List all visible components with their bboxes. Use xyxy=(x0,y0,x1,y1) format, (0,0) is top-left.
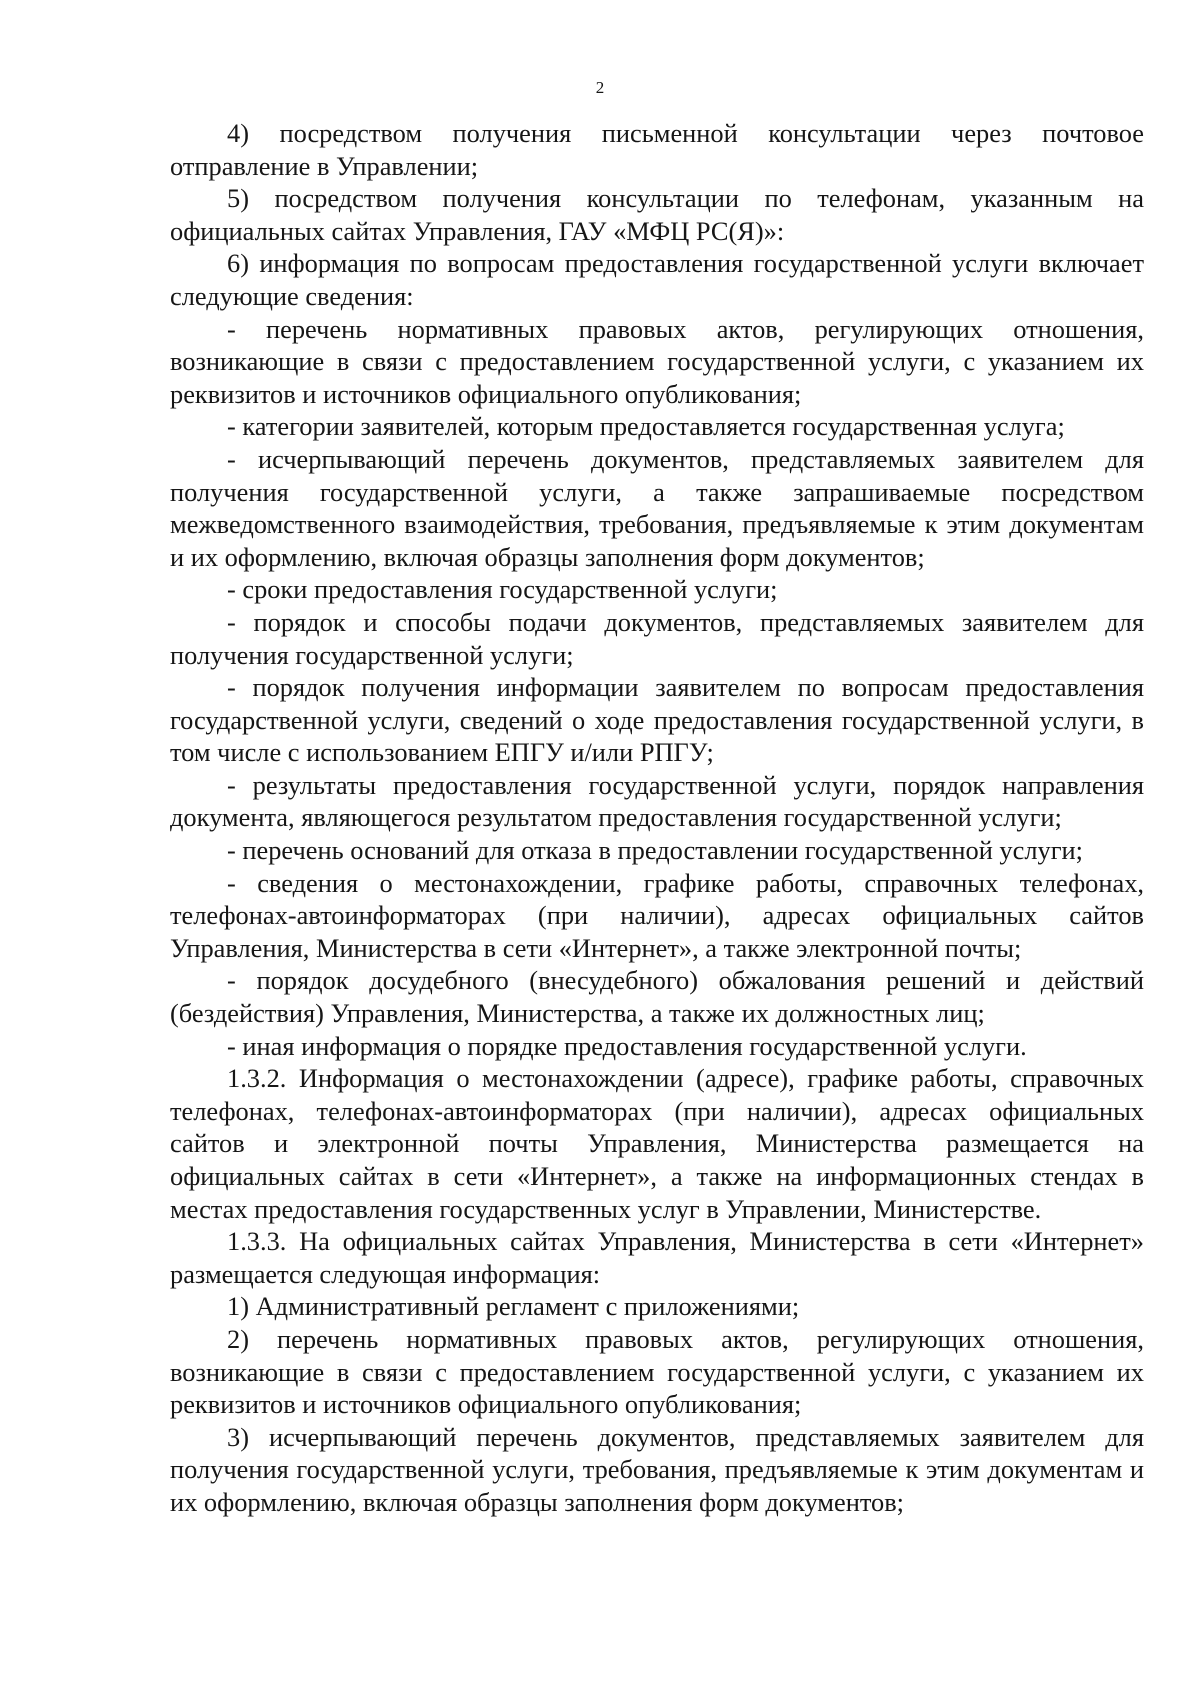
bullet-appeal-procedure: - порядок досудебного (внесудебного) обжалования решений и действий (бездействия) Управления, Министерства, а также их должностных лиц; xyxy=(170,965,1144,1029)
item-4-written-consultation: 4) посредством получения письменной консультации через почтовое отправление в Управлении; xyxy=(170,118,1144,181)
item-5-phone-consultation: 5) посредством получения консультации по телефонам, указанным на официальных сайтах Управления, ГАУ «МФЦ РС(Я)»: xyxy=(170,183,1144,246)
section-1-3-2: 1.3.2. Информация о местонахождении (адресе), графике работы, справочных телефонах, телефонах-автоинформаторах (при наличии), адресах официальных сайтов и электронной почты Управления, Министерства размещается на официальных сайтах в сети «Интернет», а также на информационных стендах в местах предоставления государственных услуг в Управлении, Министерстве. xyxy=(170,1063,1144,1224)
bullet-regulatory-acts: - перечень нормативных правовых актов, регулирующих отношения, возникающие в связи с предоставлением государственной услуги, с указанием их реквизитов и источников официального опубликования; xyxy=(170,313,1144,409)
item-6-information-scope: 6) информация по вопросам предоставления государственной услуги включает следующие сведения: xyxy=(170,248,1144,311)
bullet-location-contacts: - сведения о местонахождении, графике работы, справочных телефонах, телефонах-автоинформаторах (при наличии), адресах официальных сайтов Управления, Министерства в сети «Интернет», а также электронной почты; xyxy=(170,867,1144,963)
bullet-service-results: - результаты предоставления государственной услуги, порядок направления документа, являющегося результатом предоставления государственной услуги; xyxy=(170,769,1144,833)
bullet-other-information: - иная информация о порядке предоставления государственной услуги. xyxy=(227,1030,1027,1061)
bullet-submission-methods: - порядок и способы подачи документов, представляемых заявителем для получения государственной услуги; xyxy=(170,606,1144,670)
bullet-applicant-categories: - категории заявителей, которым предоставляется государственная услуга; xyxy=(227,411,1065,442)
list-item-1-regulation: 1) Административный регламент с приложениями; xyxy=(227,1291,800,1322)
bullet-refusal-grounds: - перечень оснований для отказа в предоставлении государственной услуги; xyxy=(227,835,1083,866)
list-item-2-regulatory-acts: 2) перечень нормативных правовых актов, регулирующих отношения, возникающие в связи с предоставлением государственной услуги, с указанием их реквизитов и источников официального опубликования; xyxy=(170,1323,1144,1420)
bullet-information-procedure: - порядок получения информации заявителем по вопросам предоставления государственной услуги, сведений о ходе предоставления государственной услуги, в том числе с использованием ЕПГУ и/или РПГУ; xyxy=(170,672,1144,768)
section-1-3-3: 1.3.3. На официальных сайтах Управления, Министерства в сети «Интернет» размещается следующая информация: xyxy=(170,1226,1144,1289)
document-body xyxy=(170,117,1144,1519)
page-number: 2 xyxy=(595,78,605,97)
bullet-required-documents: - исчерпывающий перечень документов, представляемых заявителем для получения государственной услуги, а также запрашиваемые посредством межведомственного взаимодействия, требования, предъявляемые к этим документам и их оформлению, включая образцы заполнения форм документов; xyxy=(170,443,1144,572)
bullet-service-terms: - сроки предоставления государственной услуги; xyxy=(227,574,778,605)
list-item-3-documents: 3) исчерпывающий перечень документов, представляемых заявителем для получения государственной услуги, требования, предъявляемые к этим документам и их оформлению, включая образцы заполнения форм документов; xyxy=(170,1421,1144,1517)
